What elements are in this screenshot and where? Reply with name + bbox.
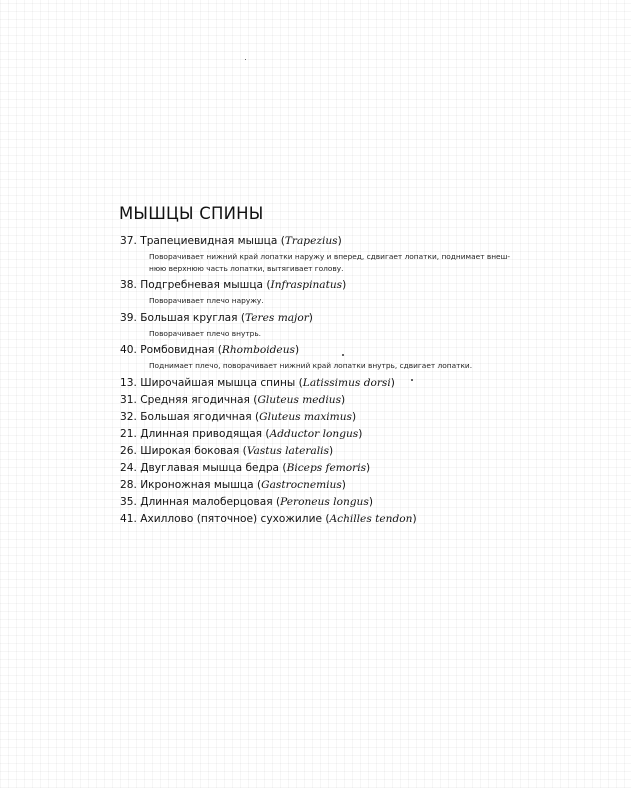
entry-latin-name: Achilles tendon [329,512,413,525]
entry-number: 35. [120,495,137,508]
entry-number: 28. [120,478,137,491]
muscle-entry: 24. Двуглавая мышца бедра (Biceps femoris) [120,461,371,474]
entry-number: 21. [120,427,137,440]
entry-number: 38. [120,279,137,291]
entry-number: 24. [120,461,137,474]
entry-number: 39. [120,311,137,324]
muscle-entry: 21. Длинная приводящая (Adductor longus) [120,427,363,440]
entry-name: Икроножная мышца [140,478,254,491]
entry-latin-name: Peroneus longus [280,495,369,508]
entry-name: Подгребневая мышца [140,279,264,291]
description-line: Поднимает плечо, поворачивает нижний край лопатки внутрь, сдвигает лопатки. [149,361,473,370]
description-line: Поворачивает плечо внутрь. [149,328,262,338]
muscle-entry: 32. Большая ягодичная (Gluteus maximus) [120,410,357,423]
entry-name: Ромбовидная [140,344,215,356]
entry-latin-name: Adductor longus [269,427,359,440]
entry-latin-name: Gluteus medius [257,393,342,406]
entry-latin-name: Infraspinatus [270,279,343,291]
entry-number: 31. [120,393,137,406]
entry-name: Большая ягодичная [140,410,252,423]
description-line: Поворачивает нижний край лопатки наружу и вперед, сдвигает лопатки, поднимает внеш- [149,252,511,261]
scan-speck [245,59,246,60]
muscle-list [120,233,540,528]
entry-latin-name: Teres major [245,311,309,324]
entry-latin-name: Gluteus maximus [259,410,352,423]
entry-latin-name: Gastrocnemius [261,478,342,491]
entry-description [149,295,540,307]
entry-name: Двуглавая мышца бедра [140,461,280,474]
entry-latin-name: Rhomboideus [221,344,295,356]
page-title: МЫШЦЫ СПИНЫ [119,204,264,223]
entry-number: 26. [120,444,137,457]
entry-description [149,328,540,340]
entry-name: Средняя ягодичная [140,393,250,406]
entry-number: 37. [120,235,137,247]
entry-latin-name: Vastus lateralis [246,444,329,457]
entry-name: Трапециевидная мышца [140,235,278,247]
entry-description [149,251,540,274]
entry-name: Длинная приводящая [140,427,263,440]
entry-name: Широчайшая мышца спины [140,376,296,389]
entry-name: Ахиллово (пяточное) сухожилие [140,512,322,525]
entry-latin-name: Latissimus dorsi [302,376,391,389]
muscle-entry: 31. Средняя ягодичная (Gluteus medius) [120,393,346,406]
muscle-entry: 38. Подгребневая мышца (Infraspinatus) [120,279,347,291]
scan-speck [342,354,344,356]
muscle-entry: 41. Ахиллово (пяточное) сухожилие (Achilles tendon) [120,512,417,525]
entry-latin-name: Biceps femoris [286,461,367,474]
muscle-entry: 37. Трапециевидная мышца (Trapezius) [120,235,342,247]
muscle-entry: 40. Ромбовидная (Rhomboideus) [120,344,300,356]
muscle-entry: 26. Широкая боковая (Vastus lateralis) [120,444,334,457]
entry-number: 32. [120,410,137,423]
muscle-entry: 39. Большая круглая (Teres major) [120,311,313,324]
entry-name: Широкая боковая [140,444,240,457]
entry-name: Длинная малоберцовая [140,495,273,508]
entry-number: 40. [120,344,137,356]
entry-number: 41. [120,512,137,525]
entry-description [149,360,540,372]
muscle-entry: 13. Широчайшая мышца спины (Latissimus dorsi) [120,376,395,389]
description-line: Поворачивает плечо наружу. [149,296,264,305]
muscle-entry: 28. Икроножная мышца (Gastrocnemius) [120,478,346,491]
entry-latin-name: Trapezius [284,235,338,247]
entry-number: 13. [120,376,137,389]
entry-name: Большая круглая [140,311,238,324]
description-line: нюю верхнюю часть лопатки, вытягивает голову. [149,263,344,273]
muscle-entry: 35. Длинная малоберцовая (Peroneus longus) [120,495,373,508]
scan-speck [411,379,413,381]
